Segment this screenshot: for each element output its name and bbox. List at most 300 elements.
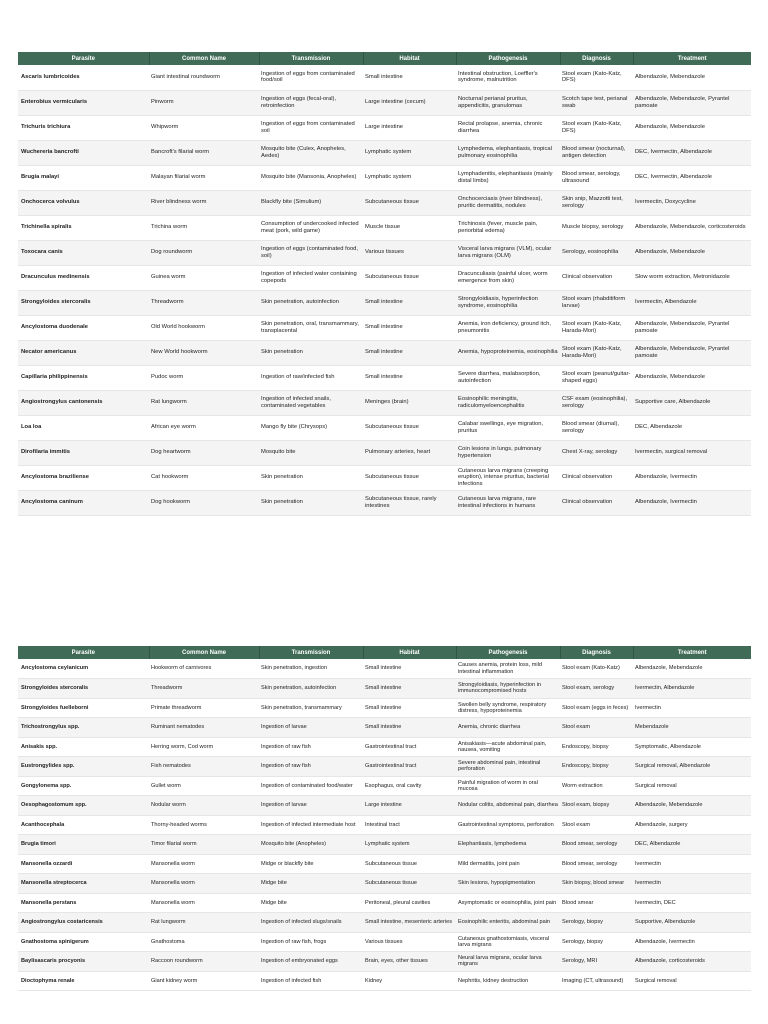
header-transmission: Transmission (259, 646, 363, 659)
header-pathogenesis: Pathogenesis (456, 646, 560, 659)
table-body (18, 659, 751, 991)
header-pathogenesis: Pathogenesis (456, 52, 560, 65)
parasite-cell: Trichinella spiralis (18, 215, 149, 240)
common-name-cell: New World hookworm (149, 340, 259, 365)
parasite-cell: Strongyloides stercoralis (18, 679, 149, 699)
treatment-cell: Supportive, Albendazole (633, 913, 751, 933)
treatment-cell: Albendazole, Ivermectin (633, 932, 751, 952)
parasite-cell: Wuchereria bancrofti (18, 140, 149, 165)
transmission-cell: Midge bite (259, 874, 363, 894)
treatment-cell: Albendazole, Mebendazole, Pyrantel pamoate (633, 315, 751, 340)
treatment-cell: Albendazole, Mebendazole (633, 240, 751, 265)
table-row (18, 932, 751, 952)
treatment-cell: Albendazole, surgery (633, 815, 751, 835)
header-parasite: Parasite (18, 646, 149, 659)
treatment-cell: Albendazole, Mebendazole (633, 365, 751, 390)
diagnosis-cell: Stool exam (rhabditiform larvae) (560, 290, 633, 315)
table-row (18, 115, 751, 140)
treatment-cell: Ivermectin (633, 698, 751, 718)
diagnosis-cell: Clinical observation (560, 265, 633, 290)
common-name-cell: Malayan filarial worm (149, 165, 259, 190)
transmission-cell: Skin penetration, autoinfection (259, 290, 363, 315)
common-name-cell: Threadworm (149, 290, 259, 315)
transmission-cell: Skin penetration, autoinfection (259, 679, 363, 699)
diagnosis-cell: Blood smear (nocturnal), antigen detection (560, 140, 633, 165)
habitat-cell: Meninges (brain) (363, 390, 456, 415)
pathogenesis-cell: Lymphedema, elephantiasis, tropical pulmonary eosinophilia (456, 140, 560, 165)
common-name-cell: Nodular worm (149, 796, 259, 816)
treatment-cell: Ivermectin (633, 874, 751, 894)
table-row (18, 776, 751, 796)
transmission-cell: Ingestion of raw fish (259, 757, 363, 777)
common-name-cell: Mansonella worm (149, 893, 259, 913)
pathogenesis-cell: Strongyloidiasis, hyperinfection syndrome, eosinophilia (456, 290, 560, 315)
treatment-cell: Ivermectin, Albendazole (633, 679, 751, 699)
transmission-cell: Mosquito bite (Mansonia, Anopheles) (259, 165, 363, 190)
diagnosis-cell: Endoscopy, biopsy (560, 757, 633, 777)
common-name-cell: Dog roundworm (149, 240, 259, 265)
common-name-cell: Rat lungworm (149, 913, 259, 933)
parasite-cell: Capillaria philippinensis (18, 365, 149, 390)
common-name-cell: Hookworm of carnivores (149, 659, 259, 679)
diagnosis-cell: Stool exam (Kato-Katz, DFS) (560, 65, 633, 90)
pathogenesis-cell: Elephantiasis, lymphedema (456, 835, 560, 855)
parasite-cell: Baylisascaris procyonis (18, 952, 149, 972)
transmission-cell: Ingestion of eggs (fecal-oral), retroinfection (259, 90, 363, 115)
habitat-cell: Subcutaneous tissue (363, 465, 456, 490)
common-name-cell: Threadworm (149, 679, 259, 699)
transmission-cell: Mango fly bite (Chrysops) (259, 415, 363, 440)
common-name-cell: Dog heartworm (149, 440, 259, 465)
habitat-cell: Small intestine (363, 718, 456, 738)
diagnosis-cell: Serology, MRI (560, 952, 633, 972)
habitat-cell: Subcutaneous tissue (363, 190, 456, 215)
treatment-cell: Ivermectin, Doxycycline (633, 190, 751, 215)
habitat-cell: Peritoneal, pleural cavities (363, 893, 456, 913)
habitat-cell: Lymphatic system (363, 835, 456, 855)
table-row (18, 718, 751, 738)
pathogenesis-cell: Severe abdominal pain, intestinal perforation (456, 757, 560, 777)
habitat-cell: Small intestine (363, 65, 456, 90)
treatment-cell: Ivermectin, surgical removal (633, 440, 751, 465)
pathogenesis-cell: Cutaneous gnathostomiasis, visceral larva migrans (456, 932, 560, 952)
common-name-cell: African eye worm (149, 415, 259, 440)
treatment-cell: DEC, Albendazole (633, 415, 751, 440)
table-row (18, 240, 751, 265)
transmission-cell: Skin penetration, ingestion (259, 659, 363, 679)
treatment-cell: Ivermectin, Albendazole (633, 290, 751, 315)
habitat-cell: Subcutaneous tissue, rarely intestines (363, 490, 456, 515)
header-common-name: Common Name (149, 646, 259, 659)
parasite-cell: Strongyloides stercoralis (18, 290, 149, 315)
habitat-cell: Large intestine (cecum) (363, 90, 456, 115)
parasite-cell: Angiostrongylus cantonensis (18, 390, 149, 415)
table-row (18, 757, 751, 777)
diagnosis-cell: Blood smear (diurnal), serology (560, 415, 633, 440)
transmission-cell: Skin penetration, oral, transmammary, transplacental (259, 315, 363, 340)
transmission-cell: Skin penetration, transmammary (259, 698, 363, 718)
diagnosis-cell: Stool exam, serology (560, 679, 633, 699)
parasite-cell: Strongyloides fuelleborni (18, 698, 149, 718)
diagnosis-cell: Stool exam (Kato-Katz, Harada-Mori) (560, 340, 633, 365)
habitat-cell: Esophagus, oral cavity (363, 776, 456, 796)
pathogenesis-cell: Eosinophilic meningitis, radiculomyeloencephalitis (456, 390, 560, 415)
table-row (18, 835, 751, 855)
pathogenesis-cell: Causes anemia, protein loss, mild intestinal inflammation (456, 659, 560, 679)
header-transmission: Transmission (259, 52, 363, 65)
diagnosis-cell: Blood smear (560, 893, 633, 913)
pathogenesis-cell: Severe diarrhea, malabsorption, autoinfection (456, 365, 560, 390)
transmission-cell: Ingestion of eggs from contaminated soil (259, 115, 363, 140)
transmission-cell: Ingestion of infected water containing copepods (259, 265, 363, 290)
pathogenesis-cell: Strongyloidiasis, hyperinfection in immunocompromised hosts (456, 679, 560, 699)
table-row (18, 190, 751, 215)
habitat-cell: Muscle tissue (363, 215, 456, 240)
table-row (18, 913, 751, 933)
parasite-cell: Mansonella ozzardi (18, 854, 149, 874)
treatment-cell: Ivermectin, DEC (633, 893, 751, 913)
common-name-cell: Mansonella worm (149, 854, 259, 874)
habitat-cell: Small intestine (363, 679, 456, 699)
diagnosis-cell: Scotch tape test, perianal swab (560, 90, 633, 115)
habitat-cell: Lymphatic system (363, 165, 456, 190)
habitat-cell: Intestinal tract (363, 815, 456, 835)
treatment-cell: Surgical removal (633, 776, 751, 796)
common-name-cell: Ruminant nematodes (149, 718, 259, 738)
diagnosis-cell: Blood smear, serology (560, 835, 633, 855)
pathogenesis-cell: Nodular colitis, abdominal pain, diarrhea (456, 796, 560, 816)
habitat-cell: Large intestine (363, 796, 456, 816)
common-name-cell: Pudoc worm (149, 365, 259, 390)
parasite-cell: Ancylostoma caninum (18, 490, 149, 515)
transmission-cell: Ingestion of larvae (259, 718, 363, 738)
transmission-cell: Skin penetration (259, 490, 363, 515)
transmission-cell: Ingestion of eggs from contaminated food/soil (259, 65, 363, 90)
common-name-cell: Whipworm (149, 115, 259, 140)
diagnosis-cell: Endoscopy, biopsy (560, 737, 633, 757)
diagnosis-cell: Serology, biopsy (560, 932, 633, 952)
pathogenesis-cell: Calabar swellings, eye migration, pruritus (456, 415, 560, 440)
treatment-cell: Albendazole, Mebendazole (633, 659, 751, 679)
transmission-cell: Skin penetration (259, 340, 363, 365)
common-name-cell: Dog hookworm (149, 490, 259, 515)
common-name-cell: Timor filarial worm (149, 835, 259, 855)
transmission-cell: Consumption of undercooked infected meat (pork, wild game) (259, 215, 363, 240)
table-row (18, 315, 751, 340)
table-row (18, 490, 751, 515)
parasite-cell: Trichuris trichiura (18, 115, 149, 140)
header-treatment: Treatment (633, 646, 751, 659)
parasite-cell: Mansonella streptocerca (18, 874, 149, 894)
header-common-name: Common Name (149, 52, 259, 65)
table-row (18, 952, 751, 972)
pathogenesis-cell: Rectal prolapse, anemia, chronic diarrhea (456, 115, 560, 140)
parasite-cell: Brugia timori (18, 835, 149, 855)
table-row (18, 165, 751, 190)
habitat-cell: Small intestine (363, 340, 456, 365)
pathogenesis-cell: Nephritis, kidney destruction (456, 971, 560, 991)
treatment-cell: Supportive care, Albendazole (633, 390, 751, 415)
treatment-cell: DEC, Ivermectin, Albendazole (633, 165, 751, 190)
common-name-cell: Pinworm (149, 90, 259, 115)
diagnosis-cell: Clinical observation (560, 465, 633, 490)
table-row (18, 698, 751, 718)
treatment-cell: Albendazole, corticosteroids (633, 952, 751, 972)
pathogenesis-cell: Painful migration of worm in oral mucosa (456, 776, 560, 796)
habitat-cell: Various tissues (363, 932, 456, 952)
header-habitat: Habitat (363, 646, 456, 659)
table-row (18, 390, 751, 415)
table-row (18, 893, 751, 913)
common-name-cell: Herring worm, Cod worm (149, 737, 259, 757)
common-name-cell: Mansonella worm (149, 874, 259, 894)
transmission-cell: Ingestion of infected snails, contaminated vegetables (259, 390, 363, 415)
parasite-cell: Ascaris lumbricoides (18, 65, 149, 90)
treatment-cell: Albendazole, Mebendazole (633, 115, 751, 140)
transmission-cell: Skin penetration (259, 465, 363, 490)
pathogenesis-cell: Skin lesions, hypopigmentation (456, 874, 560, 894)
header-diagnosis: Diagnosis (560, 646, 633, 659)
transmission-cell: Ingestion of raw fish (259, 737, 363, 757)
common-name-cell: Gnathostoma (149, 932, 259, 952)
pathogenesis-cell: Anemia, chronic diarrhea (456, 718, 560, 738)
transmission-cell: Ingestion of raw/infected fish (259, 365, 363, 390)
diagnosis-cell: Skin snip, Mazzotti test, serology (560, 190, 633, 215)
transmission-cell: Mosquito bite (Culex, Anopheles, Aedes) (259, 140, 363, 165)
diagnosis-cell: Stool exam (560, 815, 633, 835)
parasite-cell: Anisakis spp. (18, 737, 149, 757)
pathogenesis-cell: Gastrointestinal symptoms, perforation (456, 815, 560, 835)
common-name-cell: Cat hookworm (149, 465, 259, 490)
header-row (18, 52, 751, 65)
table-row (18, 796, 751, 816)
diagnosis-cell: Stool exam (peanut/guitar-shaped eggs) (560, 365, 633, 390)
table-row (18, 365, 751, 390)
pathogenesis-cell: Cutaneous larva migrans, rare intestinal infections in humans (456, 490, 560, 515)
parasite-cell: Mansonella perstans (18, 893, 149, 913)
diagnosis-cell: Serology, eosinophilia (560, 240, 633, 265)
diagnosis-cell: Worm extraction (560, 776, 633, 796)
habitat-cell: Small intestine, mesenteric arteries (363, 913, 456, 933)
common-name-cell: Giant intestinal roundworm (149, 65, 259, 90)
habitat-cell: Brain, eyes, other tissues (363, 952, 456, 972)
common-name-cell: River blindness worm (149, 190, 259, 215)
parasite-cell: Dirofilaria immitis (18, 440, 149, 465)
parasite-cell: Onchocerca volvulus (18, 190, 149, 215)
transmission-cell: Ingestion of infected intermediate host (259, 815, 363, 835)
parasite-cell: Eustrongylides spp. (18, 757, 149, 777)
pathogenesis-cell: Mild dermatitis, joint pain (456, 854, 560, 874)
pathogenesis-cell: Lymphadenitis, elephantiasis (mainly distal limbs) (456, 165, 560, 190)
diagnosis-cell: Stool exam (eggs in feces) (560, 698, 633, 718)
common-name-cell: Gullet worm (149, 776, 259, 796)
diagnosis-cell: Blood smear, serology (560, 854, 633, 874)
treatment-cell: Symptomatic, Albendazole (633, 737, 751, 757)
table-row (18, 140, 751, 165)
table-row (18, 440, 751, 465)
transmission-cell: Blackfly bite (Simulium) (259, 190, 363, 215)
diagnosis-cell: Blood smear, serology, ultrasound (560, 165, 633, 190)
table-row (18, 290, 751, 315)
common-name-cell: Primate threadworm (149, 698, 259, 718)
treatment-cell: Ivermectin (633, 854, 751, 874)
table-row (18, 265, 751, 290)
transmission-cell: Ingestion of contaminated food/water (259, 776, 363, 796)
pathogenesis-cell: Anemia, hypoproteinemia, eosinophilia (456, 340, 560, 365)
pathogenesis-cell: Asymptomatic or eosinophilia, joint pain (456, 893, 560, 913)
habitat-cell: Small intestine (363, 315, 456, 340)
transmission-cell: Ingestion of embryonated eggs (259, 952, 363, 972)
diagnosis-cell: Stool exam (Kato-Katz, Harada-Mori) (560, 315, 633, 340)
parasite-cell: Oesophagostomum spp. (18, 796, 149, 816)
pathogenesis-cell: Onchocerciasis (river blindness), pruritic dermatitis, nodules (456, 190, 560, 215)
transmission-cell: Ingestion of eggs (contaminated food, soil) (259, 240, 363, 265)
common-name-cell: Bancroft's filarial worm (149, 140, 259, 165)
common-name-cell: Guinea worm (149, 265, 259, 290)
diagnosis-cell: Stool exam (Kato-Katz, DFS) (560, 115, 633, 140)
parasite-table-1 (18, 52, 751, 516)
parasite-cell: Gnathostoma spinigerum (18, 932, 149, 952)
common-name-cell: Old World hookworm (149, 315, 259, 340)
treatment-cell: Albendazole, Mebendazole, Pyrantel pamoate (633, 90, 751, 115)
parasite-cell: Gongylonema spp. (18, 776, 149, 796)
common-name-cell: Trichina worm (149, 215, 259, 240)
pathogenesis-cell: Trichinosis (fever, muscle pain, periorbital edema) (456, 215, 560, 240)
treatment-cell: Albendazole, Ivermectin (633, 465, 751, 490)
parasite-cell: Angiostrongylus costaricensis (18, 913, 149, 933)
habitat-cell: Subcutaneous tissue (363, 415, 456, 440)
parasite-cell: Ancylostoma braziliense (18, 465, 149, 490)
treatment-cell: Albendazole, Ivermectin (633, 490, 751, 515)
pathogenesis-cell: Neural larva migrans, ocular larva migrans (456, 952, 560, 972)
table-row (18, 854, 751, 874)
parasite-cell: Ancylostoma duodenale (18, 315, 149, 340)
diagnosis-cell: Skin biopsy, blood smear (560, 874, 633, 894)
diagnosis-cell: CSF exam (eosinophilia), serology (560, 390, 633, 415)
treatment-cell: Surgical removal, Albendazole (633, 757, 751, 777)
habitat-cell: Gastrointestinal tract (363, 737, 456, 757)
table-row (18, 215, 751, 240)
table-row (18, 465, 751, 490)
transmission-cell: Mosquito bite (259, 440, 363, 465)
table-body (18, 65, 751, 515)
table-header (18, 646, 751, 659)
parasite-cell: Dioctophyma renale (18, 971, 149, 991)
habitat-cell: Lymphatic system (363, 140, 456, 165)
treatment-cell: Albendazole, Mebendazole (633, 65, 751, 90)
diagnosis-cell: Stool exam, biopsy (560, 796, 633, 816)
parasite-cell: Brugia malayi (18, 165, 149, 190)
treatment-cell: DEC, Ivermectin, Albendazole (633, 140, 751, 165)
habitat-cell: Large intestine (363, 115, 456, 140)
pathogenesis-cell: Intestinal obstruction, Loeffler's syndrome, malnutrition (456, 65, 560, 90)
table-row (18, 340, 751, 365)
parasite-cell: Necator americanus (18, 340, 149, 365)
common-name-cell: Fish nematodes (149, 757, 259, 777)
treatment-cell: Mebendazole (633, 718, 751, 738)
header-habitat: Habitat (363, 52, 456, 65)
treatment-cell: Albendazole, Mebendazole, Pyrantel pamoate (633, 340, 751, 365)
habitat-cell: Small intestine (363, 290, 456, 315)
pathogenesis-cell: Eosinophilic enteritis, abdominal pain (456, 913, 560, 933)
parasite-cell: Loa loa (18, 415, 149, 440)
transmission-cell: Ingestion of infected fish (259, 971, 363, 991)
treatment-cell: Slow worm extraction, Metronidazole (633, 265, 751, 290)
habitat-cell: Various tissues (363, 240, 456, 265)
pathogenesis-cell: Swollen belly syndrome, respiratory distress, hypoproteinemia (456, 698, 560, 718)
table-row (18, 415, 751, 440)
pathogenesis-cell: Nocturnal perianal pruritus, appendicitis, granulomas (456, 90, 560, 115)
header-diagnosis: Diagnosis (560, 52, 633, 65)
treatment-cell: DEC, Albendazole (633, 835, 751, 855)
table-row (18, 90, 751, 115)
habitat-cell: Subcutaneous tissue (363, 874, 456, 894)
common-name-cell: Rat lungworm (149, 390, 259, 415)
diagnosis-cell: Muscle biopsy, serology (560, 215, 633, 240)
transmission-cell: Midge bite (259, 893, 363, 913)
diagnosis-cell: Stool exam (Kato-Katz) (560, 659, 633, 679)
diagnosis-cell: Imaging (CT, ultrasound) (560, 971, 633, 991)
common-name-cell: Thorny-headed worms (149, 815, 259, 835)
table-row (18, 679, 751, 699)
parasite-cell: Acanthocephala (18, 815, 149, 835)
header-parasite: Parasite (18, 52, 149, 65)
common-name-cell: Giant kidney worm (149, 971, 259, 991)
transmission-cell: Midge or blackfly bite (259, 854, 363, 874)
habitat-cell: Small intestine (363, 659, 456, 679)
pathogenesis-cell: Anisakiasis—acute abdominal pain, nausea, vomiting (456, 737, 560, 757)
habitat-cell: Small intestine (363, 365, 456, 390)
diagnosis-cell: Stool exam (560, 718, 633, 738)
transmission-cell: Mosquito bite (Anopheles) (259, 835, 363, 855)
transmission-cell: Ingestion of infected slugs/snails (259, 913, 363, 933)
parasite-cell: Enterobius vermicularis (18, 90, 149, 115)
habitat-cell: Small intestine (363, 698, 456, 718)
habitat-cell: Pulmonary arteries, heart (363, 440, 456, 465)
common-name-cell: Raccoon roundworm (149, 952, 259, 972)
pathogenesis-cell: Visceral larva migrans (VLM), ocular larva migrans (OLM) (456, 240, 560, 265)
table-header (18, 52, 751, 65)
transmission-cell: Ingestion of raw fish, frogs (259, 932, 363, 952)
parasite-cell: Ancylostoma ceylanicum (18, 659, 149, 679)
treatment-cell: Surgical removal (633, 971, 751, 991)
habitat-cell: Gastrointestinal tract (363, 757, 456, 777)
pathogenesis-cell: Coin lesions in lungs, pulmonary hypertension (456, 440, 560, 465)
table-row (18, 971, 751, 991)
transmission-cell: Ingestion of larvae (259, 796, 363, 816)
habitat-cell: Subcutaneous tissue (363, 265, 456, 290)
parasite-cell: Toxocara canis (18, 240, 149, 265)
header-treatment: Treatment (633, 52, 751, 65)
habitat-cell: Kidney (363, 971, 456, 991)
diagnosis-cell: Serology, biopsy (560, 913, 633, 933)
table-row (18, 815, 751, 835)
treatment-cell: Albendazole, Mebendazole, corticosteroids (633, 215, 751, 240)
table-row (18, 874, 751, 894)
parasite-table-2 (18, 646, 751, 991)
header-row (18, 646, 751, 659)
diagnosis-cell: Clinical observation (560, 490, 633, 515)
parasite-cell: Dracunculus medinensis (18, 265, 149, 290)
pathogenesis-cell: Cutaneous larva migrans (creeping eruption), intense pruritus, bacterial infections (456, 465, 560, 490)
pathogenesis-cell: Anemia, iron deficiency, ground itch, pneumonitis (456, 315, 560, 340)
pathogenesis-cell: Dracunculiasis (painful ulcer, worm emergence from skin) (456, 265, 560, 290)
table-row (18, 65, 751, 90)
habitat-cell: Subcutaneous tissue (363, 854, 456, 874)
parasite-cell: Trichostrongylus spp. (18, 718, 149, 738)
table-row (18, 737, 751, 757)
treatment-cell: Albendazole, Mebendazole (633, 796, 751, 816)
